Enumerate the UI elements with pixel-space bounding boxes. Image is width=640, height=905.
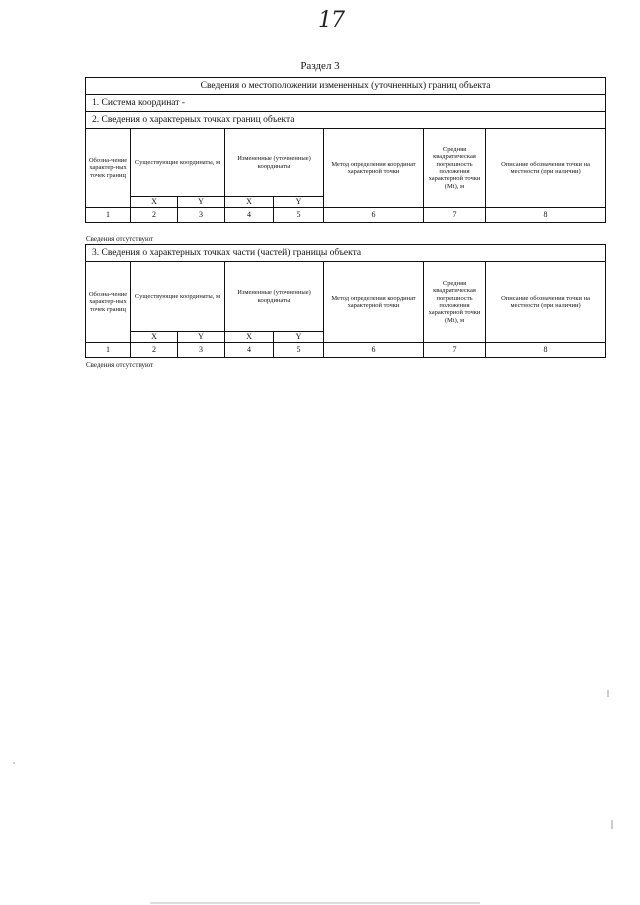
header-point-designation: Обозна-чение характер-ных точек границ: [86, 129, 131, 208]
column-number: 4: [225, 343, 274, 358]
column-number: 1: [86, 208, 131, 223]
header-description: Описание обозначения точки на местности (при наличии): [486, 129, 606, 208]
header-accuracy: Средняя квадратическая погрешность положения характерной точки (Mt), м: [424, 262, 486, 343]
header-changed-coordinates: Измененные (уточненные) координаты: [225, 129, 324, 197]
header-point-designation: Обозна-чение характер-ных точек границ: [86, 262, 131, 343]
page-number: 17: [318, 8, 344, 33]
header-x-existing: X: [131, 197, 178, 208]
header-method: Метод определения координат характерной точки: [324, 262, 424, 343]
coordinate-system: 1. Система координат -: [86, 95, 606, 112]
header-y-existing: Y: [178, 332, 225, 343]
column-number: 3: [178, 208, 225, 223]
header-method: Метод определения координат характерной точки: [324, 129, 424, 208]
column-number: 7: [424, 208, 486, 223]
column-number: 4: [225, 208, 274, 223]
header-x-changed: X: [225, 332, 274, 343]
block2-title: 2. Сведения о характерных точках границ объекта: [86, 112, 606, 129]
header-y-changed: Y: [274, 197, 324, 208]
header-description: Описание обозначения точки на местности (при наличии): [486, 262, 606, 343]
column-number: 2: [131, 343, 178, 358]
column-number: 3: [178, 343, 225, 358]
header-changed-coordinates: Измененные (уточненные) координаты: [225, 262, 324, 332]
section-title: Раздел 3: [300, 60, 340, 72]
header-accuracy: Средняя квадратическая погрешность положения характерной точки (Mt), м: [424, 129, 486, 208]
column-number: 5: [274, 208, 324, 223]
column-number: 5: [274, 343, 324, 358]
header-x-changed: X: [225, 197, 274, 208]
header-y-existing: Y: [178, 197, 225, 208]
header-existing-coordinates: Существующие координаты, м: [131, 129, 225, 197]
block2-note: Сведения отсутствуют: [86, 235, 154, 243]
column-number: 7: [424, 343, 486, 358]
column-number: 2: [131, 208, 178, 223]
block3-title: 3. Сведения о характерных точках части (частей) границы объекта: [86, 245, 606, 262]
header-x-existing: X: [131, 332, 178, 343]
block3-note: Сведения отсутствуют: [86, 361, 154, 369]
column-number: 1: [86, 343, 131, 358]
column-number: 8: [486, 208, 606, 223]
column-number: 8: [486, 343, 606, 358]
column-number: 6: [324, 343, 424, 358]
table-title: Сведения о местоположении измененных (уточненных) границ объекта: [86, 78, 606, 95]
header-existing-coordinates: Существующие координаты, м: [131, 262, 225, 332]
header-y-changed: Y: [274, 332, 324, 343]
column-number: 6: [324, 208, 424, 223]
